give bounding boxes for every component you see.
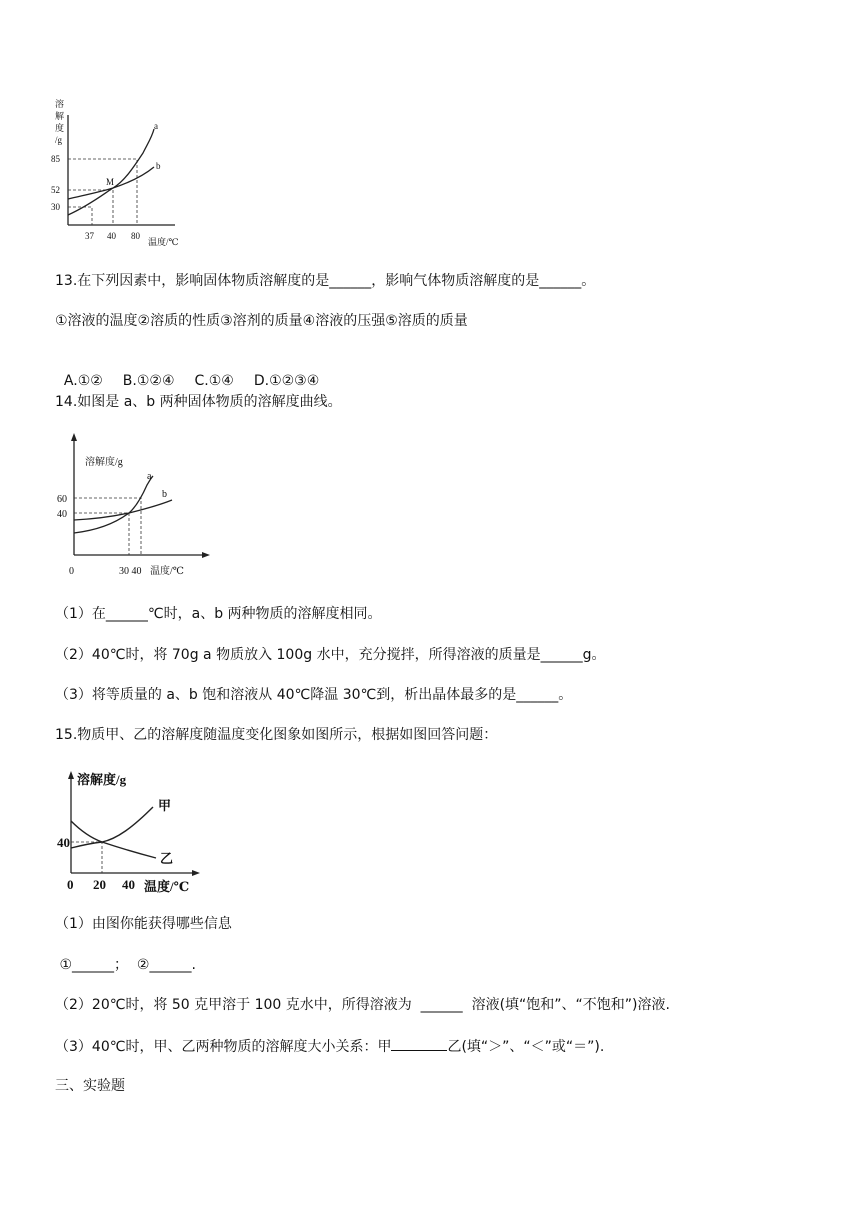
q14-sub1: （1）在______℃时，a、b 两种物质的溶解度相同。 xyxy=(55,606,382,622)
fig3-xtick-20: 20 xyxy=(93,877,106,892)
fig1-xtick-40: 40 xyxy=(107,231,116,241)
q14-sub2: （2）40℃时，将 70g a 物质放入 100g 水中，充分搅拌，所得溶液的质量是______g。 xyxy=(55,647,606,663)
fig3-curve-jia-label: 甲 xyxy=(158,798,172,813)
q13-option-b: B.①②④ xyxy=(122,373,175,389)
fig1-xlabel: 温度/℃ xyxy=(148,237,179,247)
fig3-xlabel: 温度/℃ xyxy=(144,879,190,894)
solubility-curve-figure-1 xyxy=(50,95,190,250)
fig3-curve-yi-label: 乙 xyxy=(160,851,174,866)
fig3-ylabel: 溶解度/g xyxy=(77,772,127,787)
fig1-ylabel-4: /g xyxy=(55,135,63,145)
fig3-curve-yi xyxy=(71,821,156,858)
fig1-ylabel-3: 度 xyxy=(55,123,65,133)
fig3-xtick-0: 0 xyxy=(67,877,74,892)
q15-sub2: （2）20℃时，将 50 克甲溶于 100 克水中，所得溶液为 ______ 溶液(填“饱和”、“不饱和”)溶液. xyxy=(55,997,670,1013)
fig2-xtick-30-40: 30 40 xyxy=(119,566,142,577)
q13-option-d: D.①②③④ xyxy=(253,373,320,389)
fig1-curve-a-label: a xyxy=(154,121,158,131)
q15-sub3 xyxy=(55,1036,604,1057)
q15-stem: 15.物质甲、乙的溶解度随温度变化图象如图所示，根据如图回答问题： xyxy=(55,727,498,743)
solubility-curve-figure-2 xyxy=(55,430,215,580)
fig1-curve-b-label: b xyxy=(156,161,161,171)
fig1-ytick-85: 85 xyxy=(51,154,60,164)
fig2-curve-b-label: b xyxy=(162,489,167,500)
section-heading-experiment: 三、实验题 xyxy=(55,1078,125,1094)
q13-stem: 13.在下列因素中，影响固体物质溶解度的是______，影响气体物质溶解度的是______。 xyxy=(55,273,596,289)
q15-sub3-answer-blank xyxy=(391,1036,447,1051)
q15-sub3-part2: 乙(填“＞”、“＜”或“＝”). xyxy=(447,1039,605,1055)
solubility-curve-figure-3 xyxy=(55,765,205,895)
q15-sub3-part1: （3）40℃时，甲、乙两种物质的溶解度大小关系：甲 xyxy=(55,1039,392,1055)
fig2-xlabel: 温度/℃ xyxy=(150,566,184,577)
q15-sub1-blanks: ①______； ②______. xyxy=(55,957,196,973)
fig2-ytick-40: 40 xyxy=(57,509,67,520)
q13-option-a: A.①② xyxy=(63,373,103,389)
fig1-curve-a xyxy=(68,129,154,215)
fig2-ytick-60: 60 xyxy=(57,494,67,505)
fig1-ylabel-2: 解 xyxy=(55,111,65,121)
fig1-ytick-52: 52 xyxy=(51,185,60,195)
fig1-xtick-37: 37 xyxy=(85,231,94,241)
q13-factors: ①溶液的温度②溶质的性质③溶剂的质量④溶液的压强⑤溶质的质量 xyxy=(55,313,468,329)
fig2-curve-a-label: a xyxy=(147,471,152,482)
q13-option-c: C.①④ xyxy=(194,373,234,389)
q14-sub3: （3）将等质量的 a、b 饱和溶液从 40℃降温 30℃到，析出晶体最多的是______。 xyxy=(55,687,573,703)
fig2-ylabel: 溶解度/g xyxy=(85,457,123,468)
fig2-curve-a xyxy=(74,476,153,533)
fig1-point-m-label: M xyxy=(106,177,115,187)
fig3-ytick-40: 40 xyxy=(57,835,70,850)
fig1-xtick-80: 80 xyxy=(131,231,140,241)
fig3-xtick-40: 40 xyxy=(122,877,135,892)
q13-options xyxy=(55,351,319,391)
fig2-xtick-0: 0 xyxy=(69,566,74,577)
q14-stem: 14.如图是 a、b 两种固体物质的溶解度曲线。 xyxy=(55,394,342,410)
q15-sub1: （1）由图你能获得哪些信息 xyxy=(55,916,232,932)
fig1-ylabel-1: 溶 xyxy=(55,99,65,109)
fig1-ytick-30: 30 xyxy=(51,202,60,212)
